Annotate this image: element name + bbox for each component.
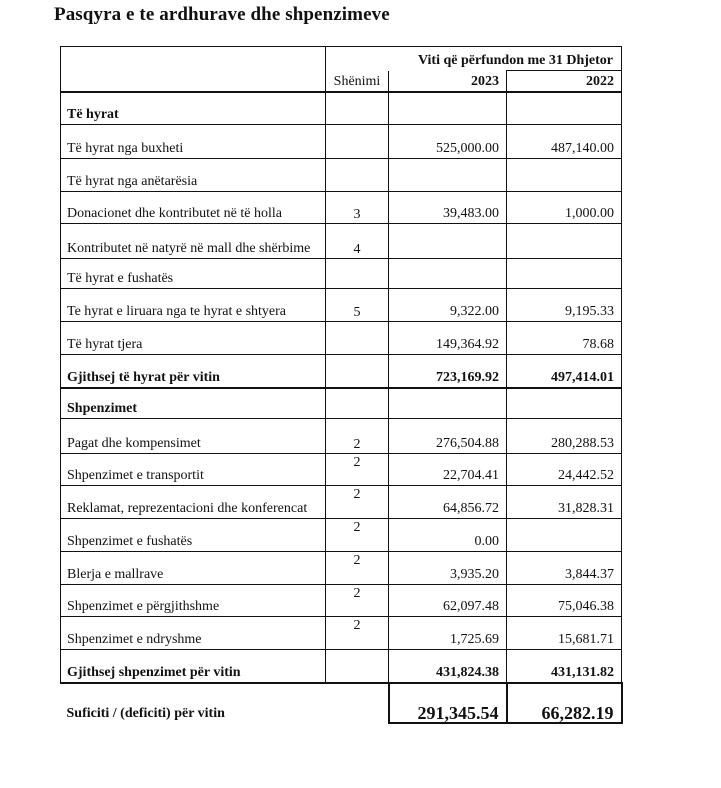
table-row: Të hyrat e fushatës [61, 259, 622, 289]
table-row: Shpenzimet e ndryshme 2 1,725.69 15,681.71 [61, 617, 622, 650]
page-title: Pasqyra e te ardhurave dhe shpenzimeve [54, 4, 390, 25]
note-column-header: Shënimi [326, 71, 389, 92]
surplus-row: Suficiti / (deficiti) për vitin 291,345.54 66,282.19 [61, 683, 622, 723]
table-row: Blerja e mallrave 2 3,935.20 3,844.37 [61, 552, 622, 585]
section-label: Shpenzimet [61, 388, 326, 419]
table-row: Të hyrat tjera 149,364.92 78.68 [61, 322, 622, 355]
table-row: Pagat dhe kompensimet 2 276,504.88 280,288.53 [61, 419, 622, 454]
table-row: Donacionet dhe kontributet në të holla 3 39,483.00 1,000.00 [61, 192, 622, 224]
section-row-expenses [61, 388, 622, 419]
surplus-2022: 66,282.19 [507, 683, 622, 723]
header-blank [61, 47, 326, 92]
section-label: Të hyrat [61, 92, 326, 125]
year-2022-header: 2022 [507, 71, 622, 92]
income-expense-table [60, 46, 623, 724]
table-row: Te hyrat e liruara nga te hyrat e shtyera 5 9,322.00 9,195.33 [61, 289, 622, 322]
table-row: Të hyrat nga anëtarësia [61, 159, 622, 192]
table-row: Reklamat, reprezentacioni dhe konferencat 2 64,856.72 31,828.31 [61, 486, 622, 519]
table-row: Shpenzimet e fushatës 2 0.00 [61, 519, 622, 552]
surplus-2023: 291,345.54 [389, 683, 507, 723]
year-2023-header: 2023 [389, 71, 507, 92]
table-row: Kontributet në natyrë në mall dhe shërbime 4 [61, 224, 622, 259]
income-total-row: Gjithsej të hyrat për vitin 723,169.92 497,414.01 [61, 355, 622, 388]
table-row: Shpenzimet e transportit 2 22,704.41 24,442.52 [61, 454, 622, 486]
table-row: Të hyrat nga buxheti 525,000.00 487,140.00 [61, 125, 622, 159]
table-row: Shpenzimet e përgjithshme 2 62,097.48 75,046.38 [61, 585, 622, 617]
period-header: Viti që përfundon me 31 Dhjetor [389, 47, 622, 71]
expenses-total-row: Gjithsej shpenzimet për vitin 431,824.38 431,131.82 [61, 650, 622, 683]
section-row-income [61, 92, 622, 125]
